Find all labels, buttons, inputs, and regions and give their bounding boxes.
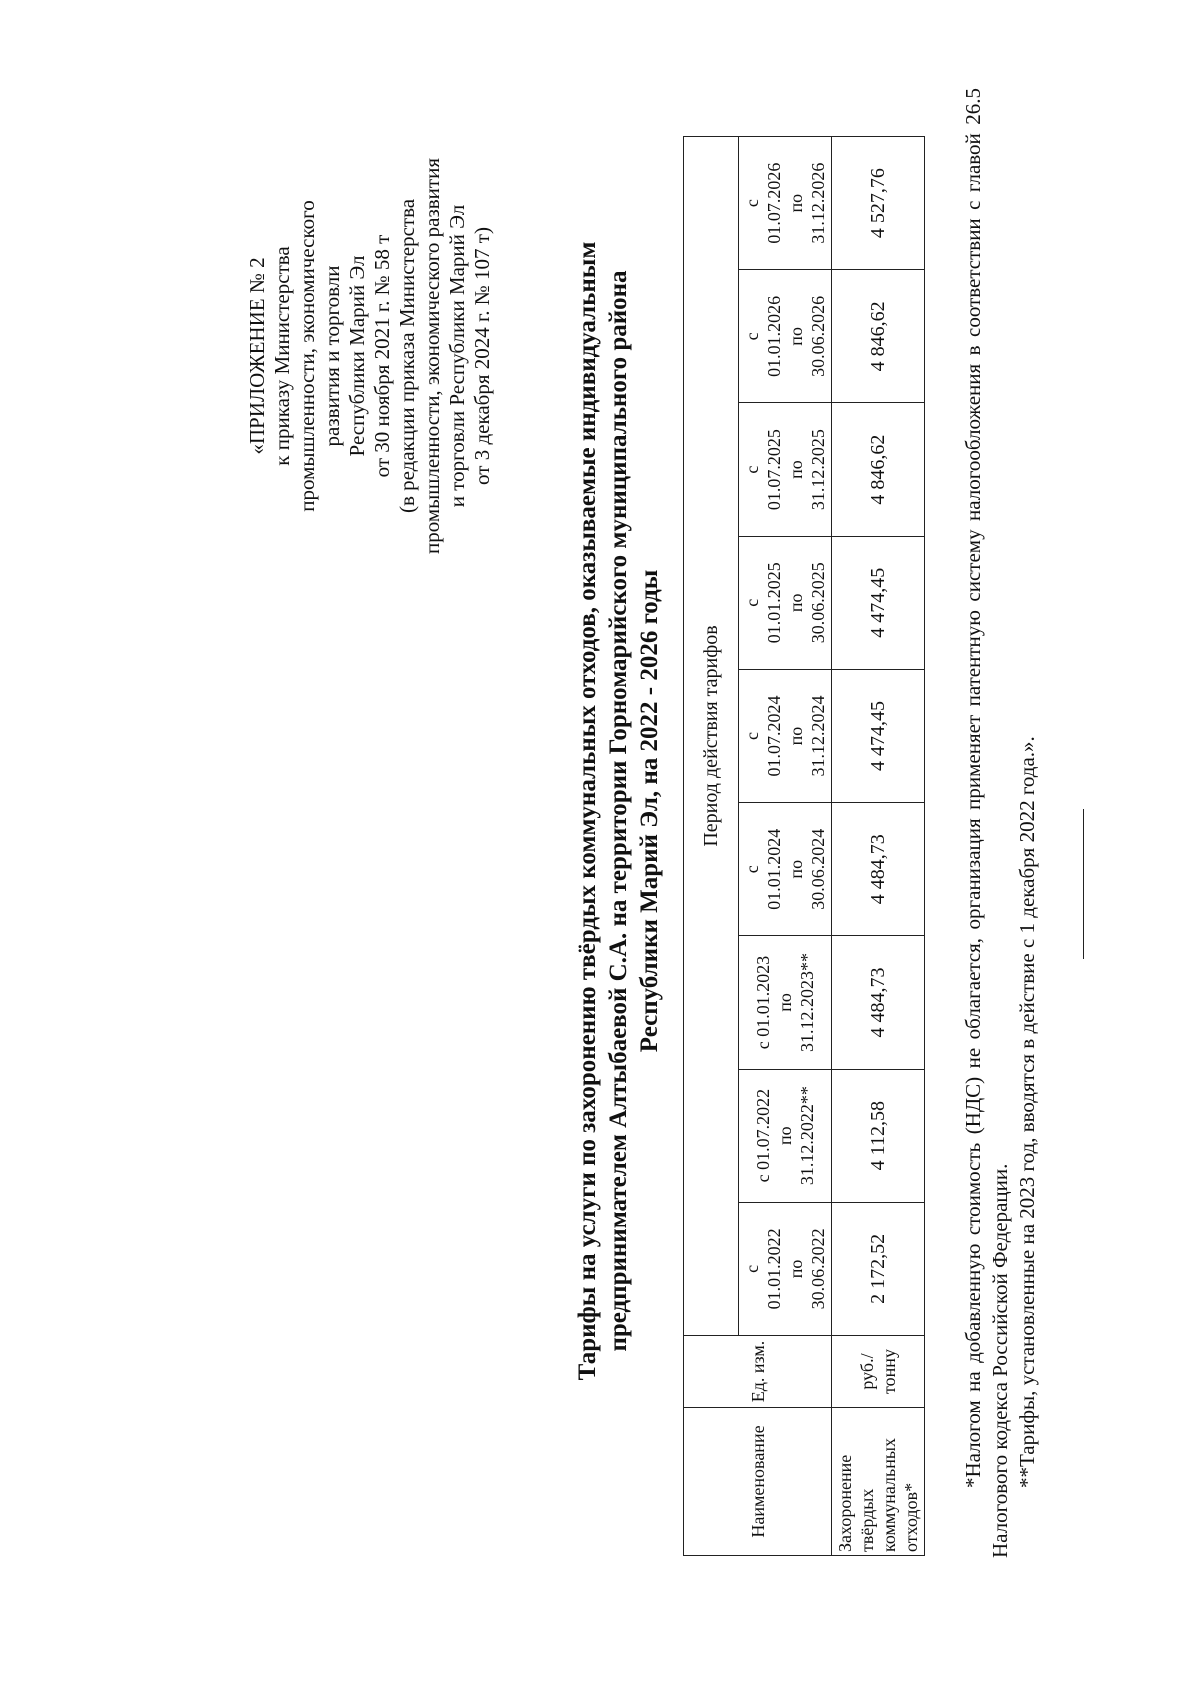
period-line: по (786, 327, 806, 346)
period-line: 01.07.2026 (764, 162, 784, 244)
service-name-cell: Захоронение твёрдых коммунальных отходов* (832, 1408, 925, 1556)
period-header-cell (739, 936, 832, 1069)
period-line: 01.01.2026 (764, 295, 784, 377)
appendix-heading (245, 146, 495, 566)
period-line: 01.07.2024 (764, 695, 784, 777)
unit-cell: руб./ тонну (832, 1336, 925, 1408)
footnotes (960, 88, 1041, 1558)
header-period: Период действия тарифов (684, 137, 739, 1336)
period-header-cell (739, 270, 832, 403)
footnote-2023: **Тарифы, установленные на 2023 год, вводятся в действие с 1 декабря 2022 года.». (1015, 736, 1039, 1488)
period-line: 30.06.2025 (808, 562, 828, 644)
period-line: 31.12.2023** (797, 952, 817, 1052)
header-unit: Ед. изм. (684, 1336, 832, 1408)
period-line: 30.06.2024 (808, 828, 828, 910)
period-line: 30.06.2026 (808, 295, 828, 377)
period-line: с 01.01.2023 (753, 955, 773, 1050)
document-title (572, 81, 665, 1541)
period-line: 01.01.2025 (764, 562, 784, 644)
tariff-value-cell: 4 846,62 (832, 270, 925, 403)
appendix-line: (в редакции приказа Министерства (395, 198, 419, 514)
tariff-value-cell: 4 484,73 (832, 803, 925, 936)
tariff-value-cell: 4 846,62 (832, 403, 925, 536)
period-line: 01.01.2024 (764, 828, 784, 910)
period-line: по (775, 1126, 795, 1145)
tariff-table (683, 136, 925, 1556)
appendix-line: «ПРИЛОЖЕНИЕ № 2 (245, 257, 269, 455)
period-line: по (786, 726, 806, 746)
tariff-value-cell: 4 527,76 (832, 137, 925, 270)
header-name: Наименование (684, 1408, 832, 1556)
period-line: по (786, 460, 806, 479)
appendix-line: и торговли Республики Марий Эл (445, 204, 469, 508)
tariff-value-cell: 4 474,45 (832, 536, 925, 669)
period-line: 31.12.2026 (808, 162, 828, 244)
period-line: с (742, 865, 762, 874)
period-header-cell (739, 137, 832, 270)
period-header-cell (739, 536, 832, 669)
appendix-line: развития и торговли (320, 265, 344, 447)
title-line: предпринимателем Алтыбаевой С.А. на территории Горномарийского муниципального района (605, 270, 632, 1352)
period-header-cell (739, 669, 832, 802)
period-line: 01.07.2025 (764, 429, 784, 511)
title-line: Республики Марий Эл, на 2022 - 2026 годы (636, 569, 663, 1053)
appendix-line: промышленности, экономического (295, 200, 319, 512)
title-line: Тарифы на услуги по захоронению твёрдых коммунальных отходов, оказываемые индивидуальным (574, 241, 601, 1381)
footnote-vat: *Налогом на добавленную стоимость (НДС) не облагается, организация применяет патентную систему налогообложения в соответствии с главой 26.5 Налогового кодекса Российской Федерации. (961, 88, 1012, 1558)
period-line: по (775, 993, 795, 1012)
period-header-cell (739, 403, 832, 536)
period-line: 01.01.2022 (764, 1228, 784, 1310)
appendix-line: Республики Марий Эл (345, 255, 369, 457)
appendix-line: от 30 ноября 2021 г. № 58 т (370, 234, 394, 478)
period-line: по (786, 193, 806, 213)
period-header-cell (739, 803, 832, 936)
period-line: с (742, 465, 762, 474)
period-line: по (786, 1259, 806, 1279)
period-line: с (742, 598, 762, 607)
period-line: с (742, 732, 762, 741)
period-line: по (786, 859, 806, 879)
period-line: 31.12.2024 (808, 695, 828, 777)
period-line: с (742, 332, 762, 341)
period-line: с (742, 199, 762, 208)
table-row (832, 137, 925, 1556)
period-line: 31.12.2025 (808, 429, 828, 511)
appendix-line: к приказу Министерства (270, 246, 294, 466)
appendix-line: промышленности, экономического развития (420, 158, 444, 555)
appendix-line: от 3 декабря 2024 г. № 107 т) (470, 227, 494, 485)
period-line: по (786, 593, 806, 613)
tariff-value-cell: 4 484,73 (832, 936, 925, 1069)
closing-rule (1083, 809, 1084, 959)
period-header-cell (739, 1202, 832, 1335)
period-line: с (742, 1264, 762, 1273)
period-line: 31.12.2022** (797, 1086, 817, 1186)
period-line: с 01.07.2022 (753, 1088, 773, 1183)
tariff-value-cell: 2 172,52 (832, 1202, 925, 1335)
period-header-cell (739, 1069, 832, 1202)
period-line: 30.06.2022 (808, 1228, 828, 1310)
tariff-value-cell: 4 112,58 (832, 1069, 925, 1202)
tariff-value-cell: 4 474,45 (832, 669, 925, 802)
